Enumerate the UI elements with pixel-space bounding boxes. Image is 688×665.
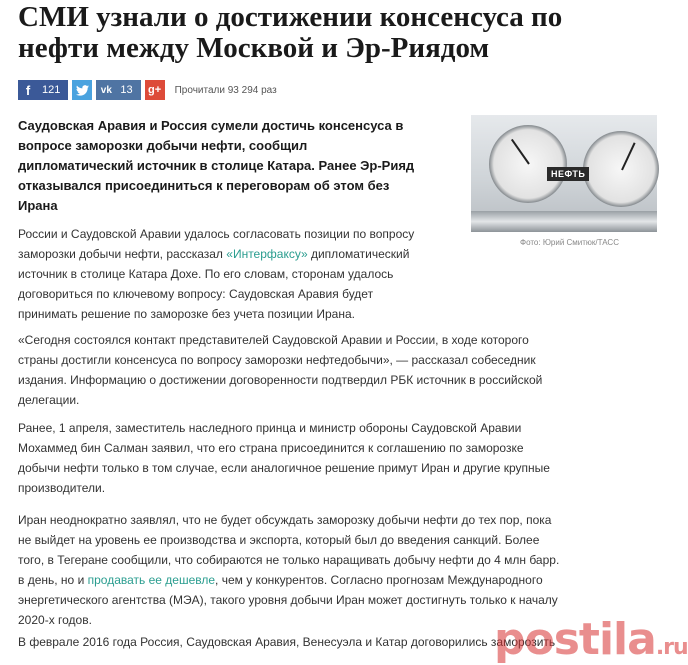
twitter-share-button[interactable] (72, 80, 92, 100)
google-plus-icon: g+ (148, 84, 162, 96)
article-title: СМИ узнали о достижении консенсуса по нефти между Москвой и Эр-Риядом (18, 1, 563, 64)
article-lead: Саудовская Аравия и Россия сумели достичь консенсуса в вопросе заморозки добычи нефти, сообщил дипломатический источник в столице Катара. Ранее Эр-Рияд отказывался присоединиться к переговорам об этом без Ирана (18, 118, 415, 213)
oil-label: НЕФТЬ (547, 167, 589, 181)
facebook-share-button[interactable] (18, 80, 68, 100)
pressure-gauge-right (583, 131, 659, 207)
paragraph-5: В феврале 2016 года Россия, Саудовская Аравия, Венесуэла и Катар договорились заморозить (18, 635, 556, 649)
paragraph-1 (18, 224, 418, 324)
paragraph-3: Ранее, 1 апреля, заместитель наследного принца и министр обороны Саудовской Аравии Мохаммед бин Салман заявил, что его страна присоединится к соглашению по заморозке добычи нефти только в том случае, если аналогичное решение примут Иран и другие крупные производители. (18, 421, 550, 495)
paragraph-1-text: России и Саудовской Аравии удалось согласовать позиции по вопросу заморозки добычи нефти, рассказал (18, 227, 415, 261)
facebook-icon: f (25, 82, 31, 98)
paragraph-4 (18, 510, 566, 630)
twitter-icon (72, 80, 92, 100)
article-photo (471, 115, 657, 232)
sell-cheaper-link[interactable]: продавать ее дешевле (87, 573, 216, 587)
paragraph-1-text-end: дипломатический источник в столице Катара Дохе. По его словам, сторонам удалось договориться по ключевому вопросу: Саудовская Аравия будет принимать решение по заморозке без учета позиции Ирана. (18, 247, 410, 321)
postila-watermark (494, 614, 688, 665)
vk-share-count: 13 (120, 84, 133, 96)
photo-caption: Фото: Юрий Смитюк/ТАСС (520, 238, 619, 247)
facebook-share-count: 121 (42, 84, 61, 96)
views-counter: Прочитали 93 294 раз (174, 84, 277, 96)
paragraph-2: «Сегодня состоялся контакт представителей Саудовской Аравии и России, в ходе которого страны достигли консенсуса по вопросу заморозки нефтедобычи», — рассказал собеседник издания. Информацию о достижении договоренности подтвердил РБК источник в российской делегации. (18, 333, 543, 407)
watermark-main: postila (494, 614, 656, 665)
share-bar (18, 80, 277, 100)
pipe (471, 211, 657, 232)
vk-icon: vk (100, 84, 112, 96)
paragraph-4-text: Иран неоднократно заявлял, что не будет обсуждать заморозку добычи нефти до тех пор, пока не выйдет на уровень ее производства и экспорта, который был до введения санкций. Более того, в Тегеране сообщили, что собираются не только наращивать добычу нефти до 4 млн барр. в день, но и (18, 513, 560, 587)
vk-share-button[interactable] (96, 80, 140, 100)
google-plus-share-button[interactable] (145, 80, 165, 100)
pressure-gauge-left (489, 125, 567, 203)
watermark-suffix: .ru (655, 635, 688, 660)
interfax-link[interactable]: «Интерфаксу» (226, 247, 308, 261)
paragraph-4-text-end: , чем у конкурентов. Согласно прогнозам Международного энергетического агентства (МЭА), такого уровня добычи Иран может достигнуть только к началу 2020-х годов. (18, 573, 558, 627)
